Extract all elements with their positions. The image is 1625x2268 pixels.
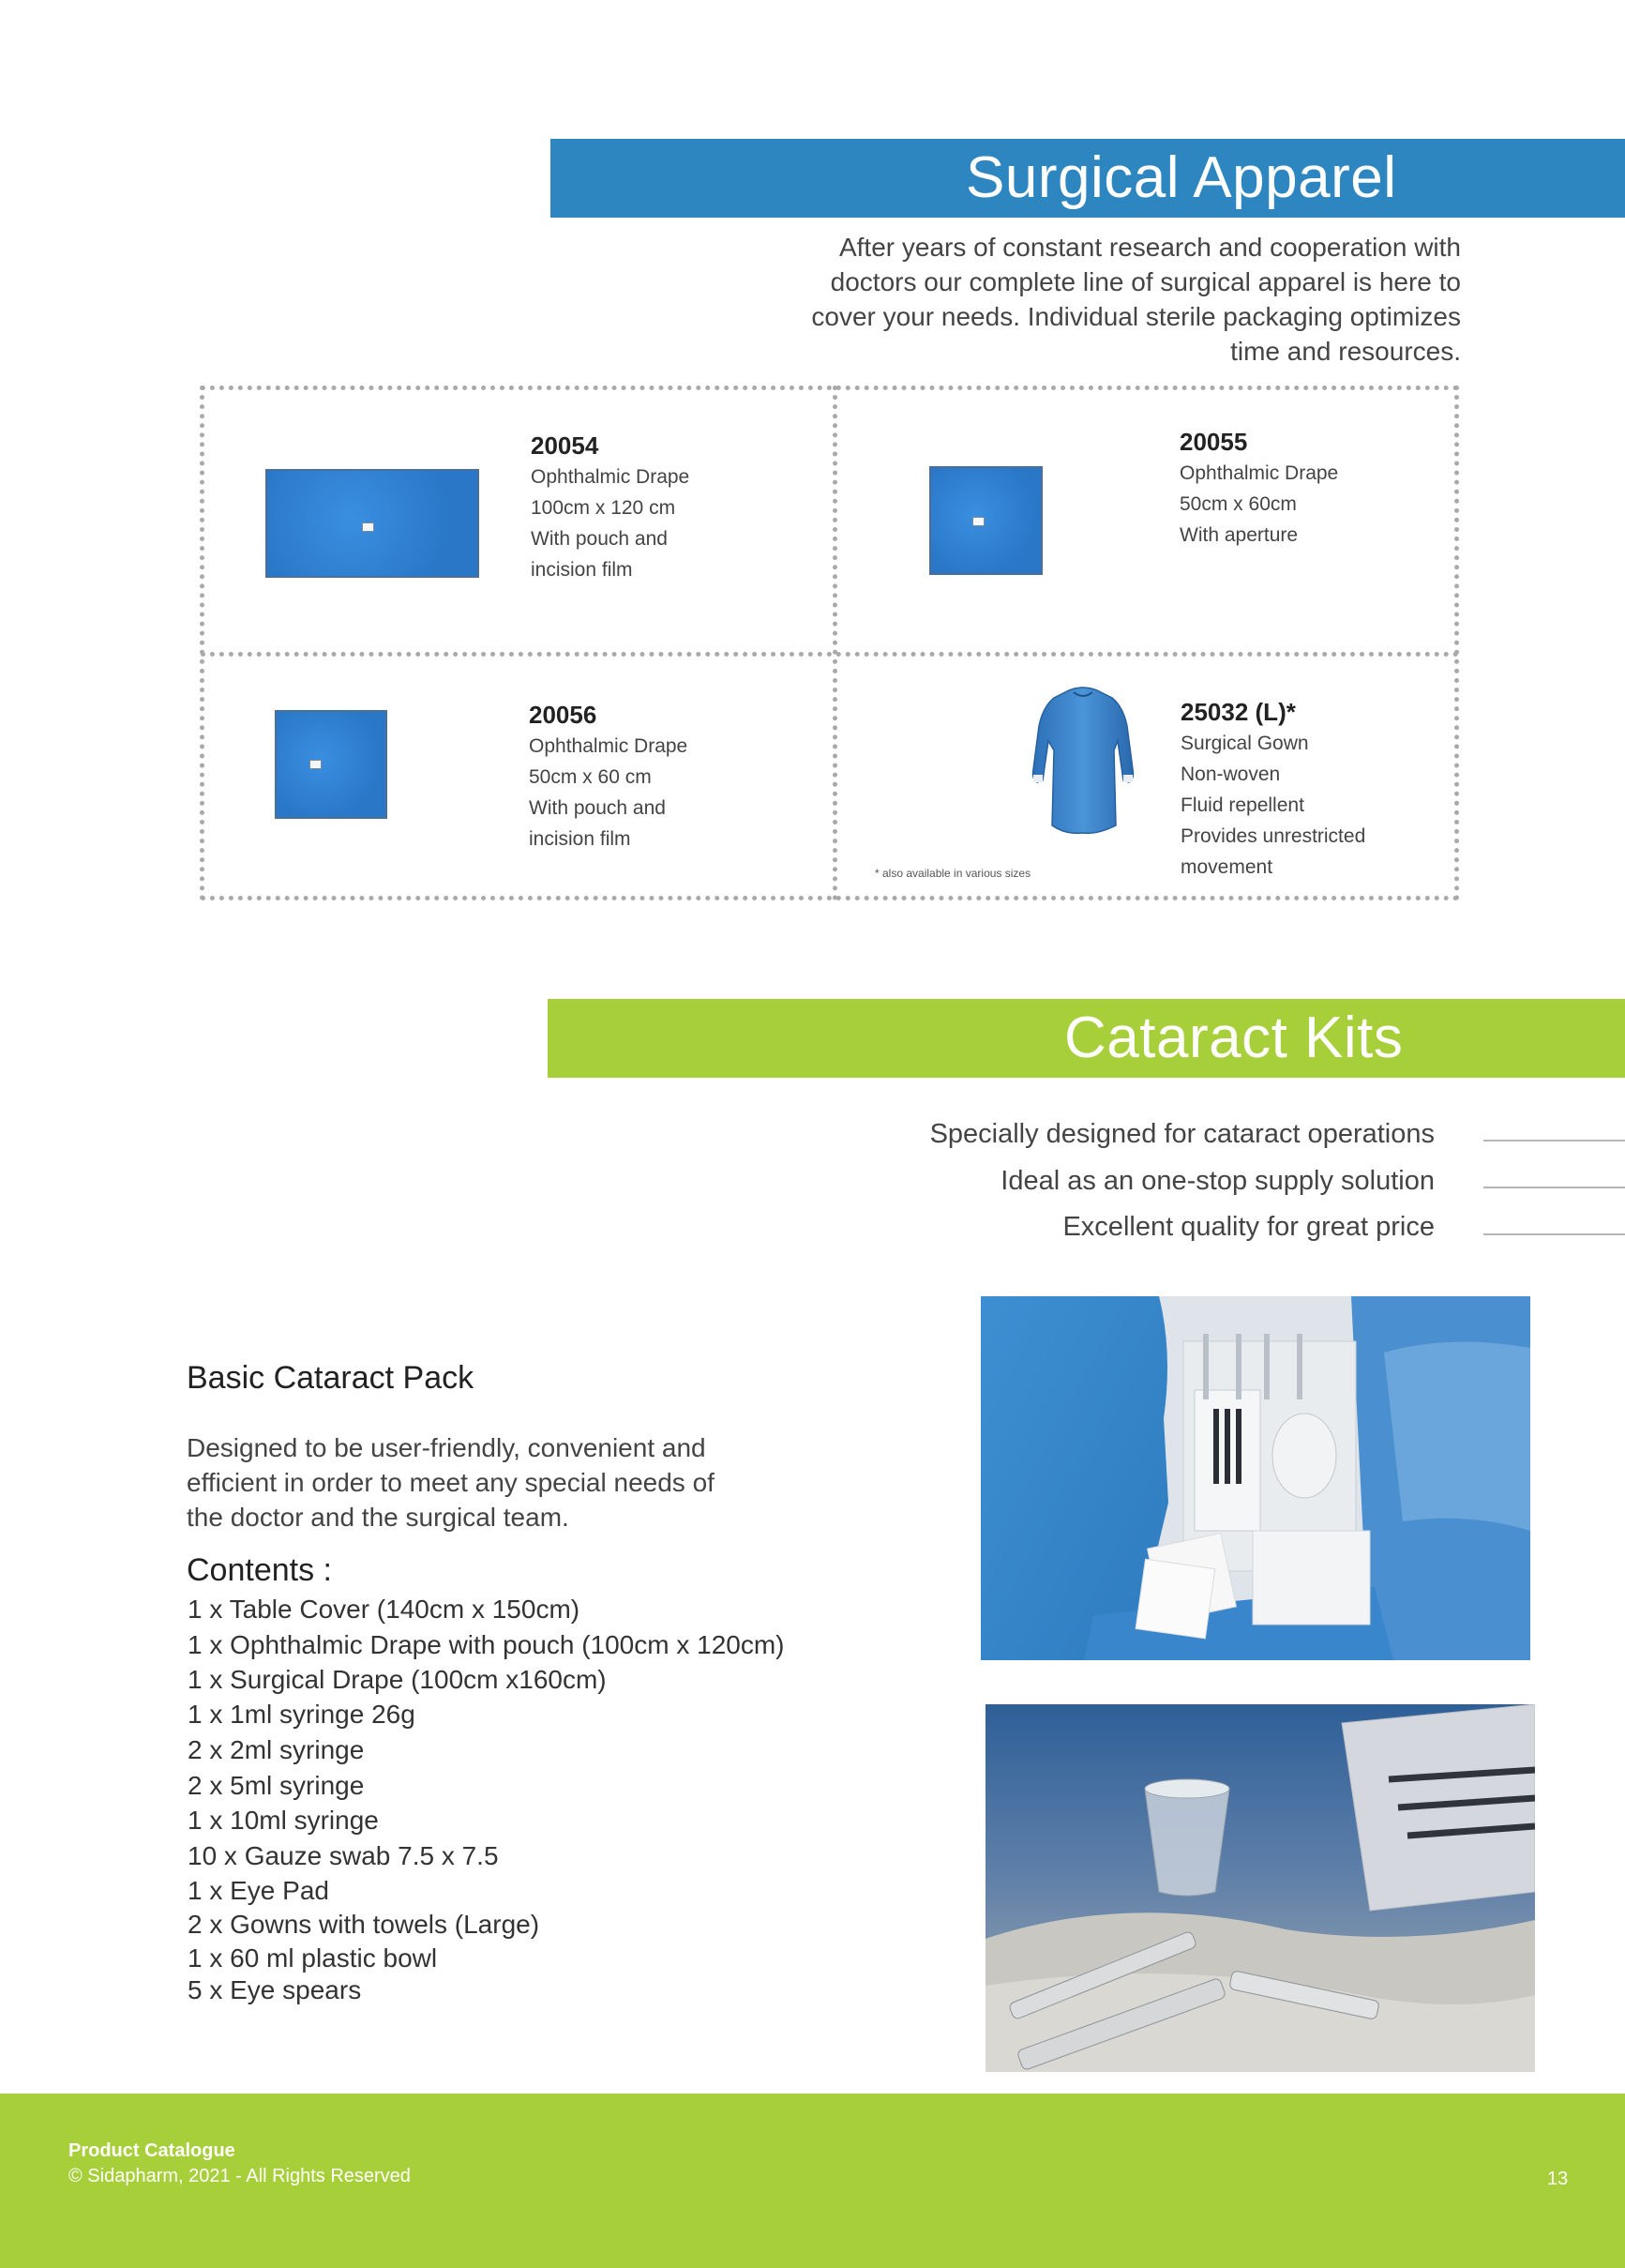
bullet-rule (1483, 1140, 1625, 1142)
contents-item: 1 x Surgical Drape (100cm x160cm) (188, 1665, 607, 1694)
contents-item: 1 x Table Cover (140cm x 150cm) (188, 1595, 580, 1624)
cataract-kits-title: Cataract Kits (1064, 1005, 1404, 1070)
product-line: With pouch and (529, 797, 666, 819)
product-code: 20056 (529, 701, 597, 729)
product-25032 (1181, 696, 1365, 883)
ophthalmic-drape-image (275, 710, 387, 819)
contents-item: 2 x 5ml syringe (188, 1771, 365, 1800)
pack-desc-line: Designed to be user-friendly, convenient and (187, 1433, 706, 1462)
aperture-icon (972, 517, 985, 526)
product-code: 20055 (1180, 428, 1248, 456)
contents-item: 10 x Gauze swab 7.5 x 7.5 (188, 1841, 499, 1870)
cataract-kit-photo (981, 1296, 1530, 1660)
feature-bullet: Ideal as an one-stop supply solution (1001, 1166, 1435, 1196)
footer-title: Product Catalogue (68, 2140, 235, 2161)
ophthalmic-drape-image (265, 469, 479, 578)
product-20055 (1180, 426, 1338, 551)
product-line: Surgical Gown (1181, 733, 1309, 754)
product-line: Provides unrestricted (1181, 825, 1366, 847)
product-line: Ophthalmic Drape (531, 466, 690, 488)
product-line: incision film (529, 828, 631, 850)
product-line: 50cm x 60cm (1180, 493, 1297, 515)
surgical-apparel-intro (731, 230, 1461, 369)
intro-line: doctors our complete line of surgical apparel is here to (830, 267, 1461, 296)
contents-item: 1 x Eye Pad (188, 1876, 329, 1905)
intro-line: cover your needs. Individual sterile packaging optimizes (811, 302, 1461, 331)
bullet-rule (1483, 1233, 1625, 1235)
grid-divider-middle (201, 652, 1459, 657)
product-line: Ophthalmic Drape (529, 735, 688, 757)
contents-item: 1 x 1ml syringe 26g (188, 1700, 415, 1729)
product-line: Ophthalmic Drape (1180, 462, 1339, 484)
intro-line: time and resources. (1230, 337, 1461, 366)
feature-bullet: Specially designed for cataract operations (929, 1119, 1435, 1149)
product-line: movement (1181, 856, 1273, 878)
pack-desc-line: the doctor and the surgical team. (187, 1503, 569, 1532)
surgical-apparel-banner (550, 139, 1625, 218)
cataract-kit-closeup-photo (986, 1704, 1535, 2072)
product-line: 100cm x 120 cm (531, 497, 676, 519)
contents-item: 2 x Gowns with towels (Large) (188, 1910, 540, 1939)
product-line: 50cm x 60 cm (529, 766, 652, 788)
bullet-rule (1483, 1187, 1625, 1188)
grid-divider-right (1454, 386, 1459, 900)
footer-copyright: © Sidapharm, 2021 - All Rights Reserved (68, 2166, 411, 2186)
page-number: 13 (1547, 2169, 1569, 2189)
pouch-window-icon (309, 760, 322, 769)
pack-desc-line: efficient in order to meet any special needs of (187, 1468, 715, 1497)
product-20056 (529, 699, 687, 854)
contents-item: 2 x 2ml syringe (188, 1735, 365, 1764)
grid-divider-left (200, 386, 204, 900)
contents-item: 1 x Ophthalmic Drape with pouch (100cm x 120cm) (188, 1630, 785, 1659)
contents-item: 1 x 60 ml plastic bowl (188, 1943, 438, 1973)
feature-bullet: Excellent quality for great price (1062, 1212, 1435, 1242)
cataract-kits-banner (548, 999, 1625, 1078)
footer (0, 2094, 1625, 2268)
surgical-gown-image (1031, 685, 1135, 837)
product-20054 (531, 430, 689, 585)
product-line: Non-woven (1181, 764, 1281, 785)
contents-title: Contents : (187, 1552, 332, 1588)
intro-line: After years of constant research and cooperation with (838, 233, 1461, 262)
sizes-note: * also available in various sizes (875, 867, 1031, 880)
ophthalmic-drape-image (929, 466, 1043, 575)
product-code: 25032 (L)* (1181, 698, 1296, 726)
product-line: With aperture (1180, 524, 1299, 546)
surgical-apparel-title: Surgical Apparel (966, 145, 1397, 210)
pouch-window-icon (362, 522, 374, 532)
product-line: incision film (531, 559, 633, 581)
product-line: Fluid repellent (1181, 794, 1304, 816)
contents-item: 5 x Eye spears (188, 1975, 362, 2004)
pack-title: Basic Cataract Pack (187, 1360, 474, 1396)
product-line: With pouch and (531, 528, 668, 550)
contents-item: 1 x 10ml syringe (188, 1806, 379, 1835)
product-code: 20054 (531, 431, 599, 460)
grid-divider-top (201, 386, 1459, 390)
grid-divider-bottom (201, 896, 1459, 900)
grid-divider-center (833, 386, 837, 900)
pack-description (187, 1430, 796, 1535)
